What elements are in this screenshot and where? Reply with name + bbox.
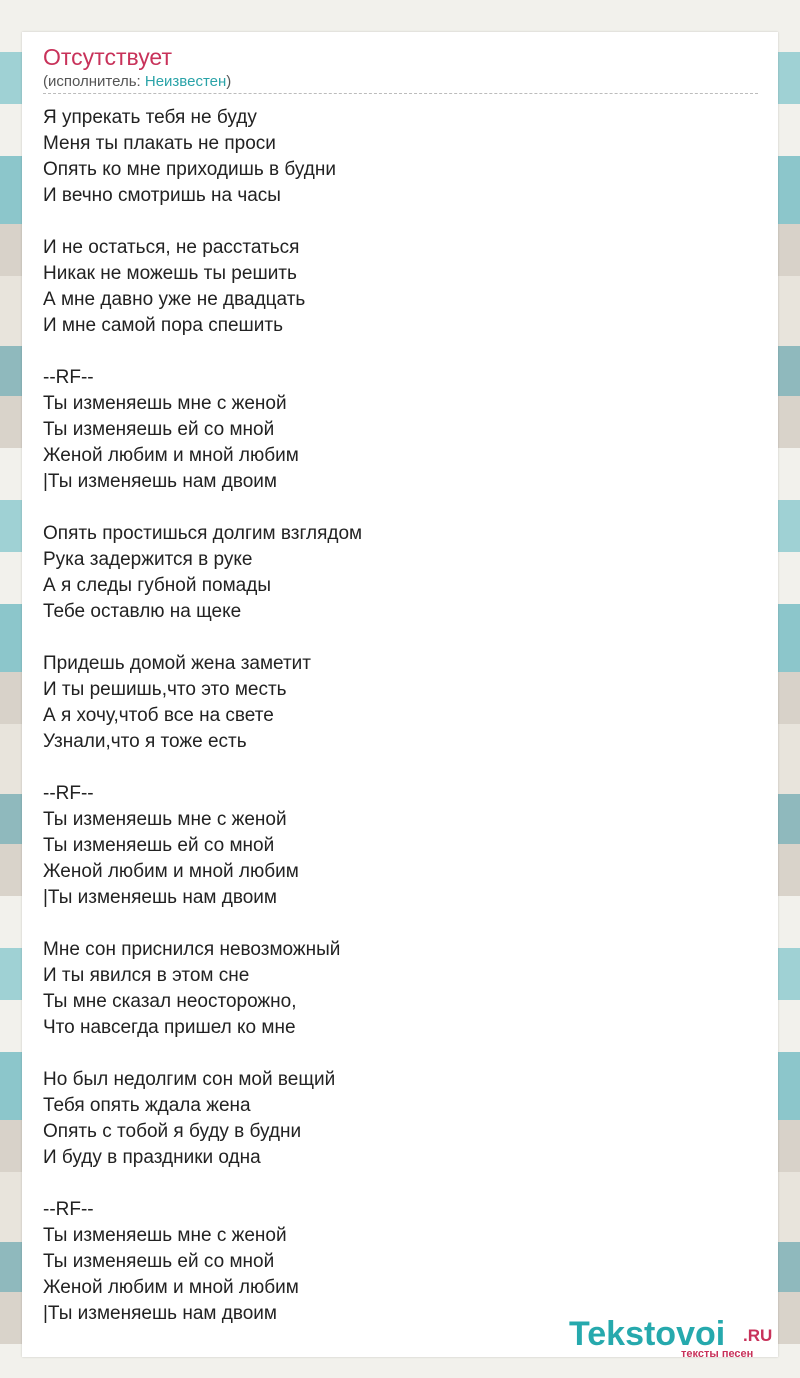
artist-link[interactable]: Неизвестен — [144, 73, 227, 90]
lyrics-line: И мне самой пора спешить — [43, 315, 284, 336]
lyrics-line: И не остаться, не расстаться — [43, 237, 300, 258]
logo-domain: .RU — [743, 1326, 773, 1345]
lyrics-line: Меня ты плакать не проси — [43, 133, 276, 154]
lyrics-line: --RF-- — [43, 1199, 94, 1220]
lyrics-stanza — [43, 651, 743, 755]
lyrics-line: |Ты изменяешь нам двоим — [43, 887, 277, 908]
lyrics-line: --RF-- — [43, 783, 94, 804]
title-divider — [43, 93, 758, 94]
lyrics-line: |Ты изменяешь нам двоим — [43, 1303, 277, 1324]
lyrics-line: Что навсегда пришел ко мне — [43, 1017, 296, 1038]
lyrics-line: И ты решишь,что это месть — [43, 679, 287, 700]
lyrics-line: Узнали,что я тоже есть — [43, 731, 247, 752]
lyrics-line: Мне сон приснился невозможный — [43, 939, 341, 960]
lyrics-line: Рука задержится в руке — [43, 549, 253, 570]
lyrics-line: А мне давно уже не двадцать — [43, 289, 306, 310]
lyrics-line: Ты изменяешь мне с женой — [43, 809, 287, 830]
lyrics-line: |Ты изменяешь нам двоим — [43, 471, 277, 492]
lyrics-line: Придешь домой жена заметит — [43, 653, 311, 674]
lyrics-stanza — [43, 781, 743, 911]
lyrics-stanza — [43, 1067, 743, 1171]
lyrics-body — [43, 105, 743, 1353]
artist-suffix: ) — [226, 73, 232, 90]
lyrics-line: Ты изменяешь ей со мной — [43, 1251, 275, 1272]
lyrics-line: Тебе оставлю на щеке — [43, 601, 242, 622]
artist-line — [43, 72, 231, 92]
lyrics-line: И вечно смотришь на часы — [43, 185, 281, 206]
lyrics-line: Никак не можешь ты решить — [43, 263, 297, 284]
lyrics-line: Ты изменяешь мне с женой — [43, 393, 287, 414]
lyrics-stanza — [43, 105, 743, 209]
lyrics-line: Ты мне сказал неосторожно, — [43, 991, 297, 1012]
lyrics-line: А я хочу,чтоб все на свете — [43, 705, 274, 726]
site-logo[interactable] — [569, 1314, 779, 1358]
lyrics-line: Женой любим и мной любим — [43, 861, 299, 882]
lyrics-line: Опять ко мне приходишь в будни — [43, 159, 336, 180]
song-title: Отсутствует — [43, 44, 172, 70]
lyrics-line: Опять простишься долгим взглядом — [43, 523, 363, 544]
lyrics-line: Но был недолгим сон мой вещий — [43, 1069, 336, 1090]
lyrics-line: И ты явился в этом сне — [43, 965, 250, 986]
lyrics-line: Я упрекать тебя не буду — [43, 107, 257, 128]
lyrics-line: Женой любим и мной любим — [43, 1277, 299, 1298]
lyrics-line: А я следы губной помады — [43, 575, 271, 596]
lyrics-stanza — [43, 235, 743, 339]
lyrics-line: Опять с тобой я буду в будни — [43, 1121, 302, 1142]
lyrics-line: Женой любим и мной любим — [43, 445, 299, 466]
lyrics-line: Ты изменяешь ей со мной — [43, 835, 275, 856]
logo-subtitle: тексты песен — [681, 1348, 754, 1360]
lyrics-stanza — [43, 937, 743, 1041]
lyrics-card — [22, 32, 778, 1360]
lyrics-line: --RF-- — [43, 367, 94, 388]
lyrics-line: Тебя опять ждала жена — [43, 1095, 251, 1116]
lyrics-stanza — [43, 365, 743, 495]
lyrics-line: Ты изменяешь ей со мной — [43, 419, 275, 440]
lyrics-line: И буду в праздники одна — [43, 1147, 261, 1168]
lyrics-stanza — [43, 1197, 743, 1327]
lyrics-line: Ты изменяешь мне с женой — [43, 1225, 287, 1246]
artist-prefix: (исполнитель: — [43, 73, 145, 90]
logo-wordmark: Tekstovoi — [569, 1315, 726, 1353]
lyrics-stanza — [43, 521, 743, 625]
